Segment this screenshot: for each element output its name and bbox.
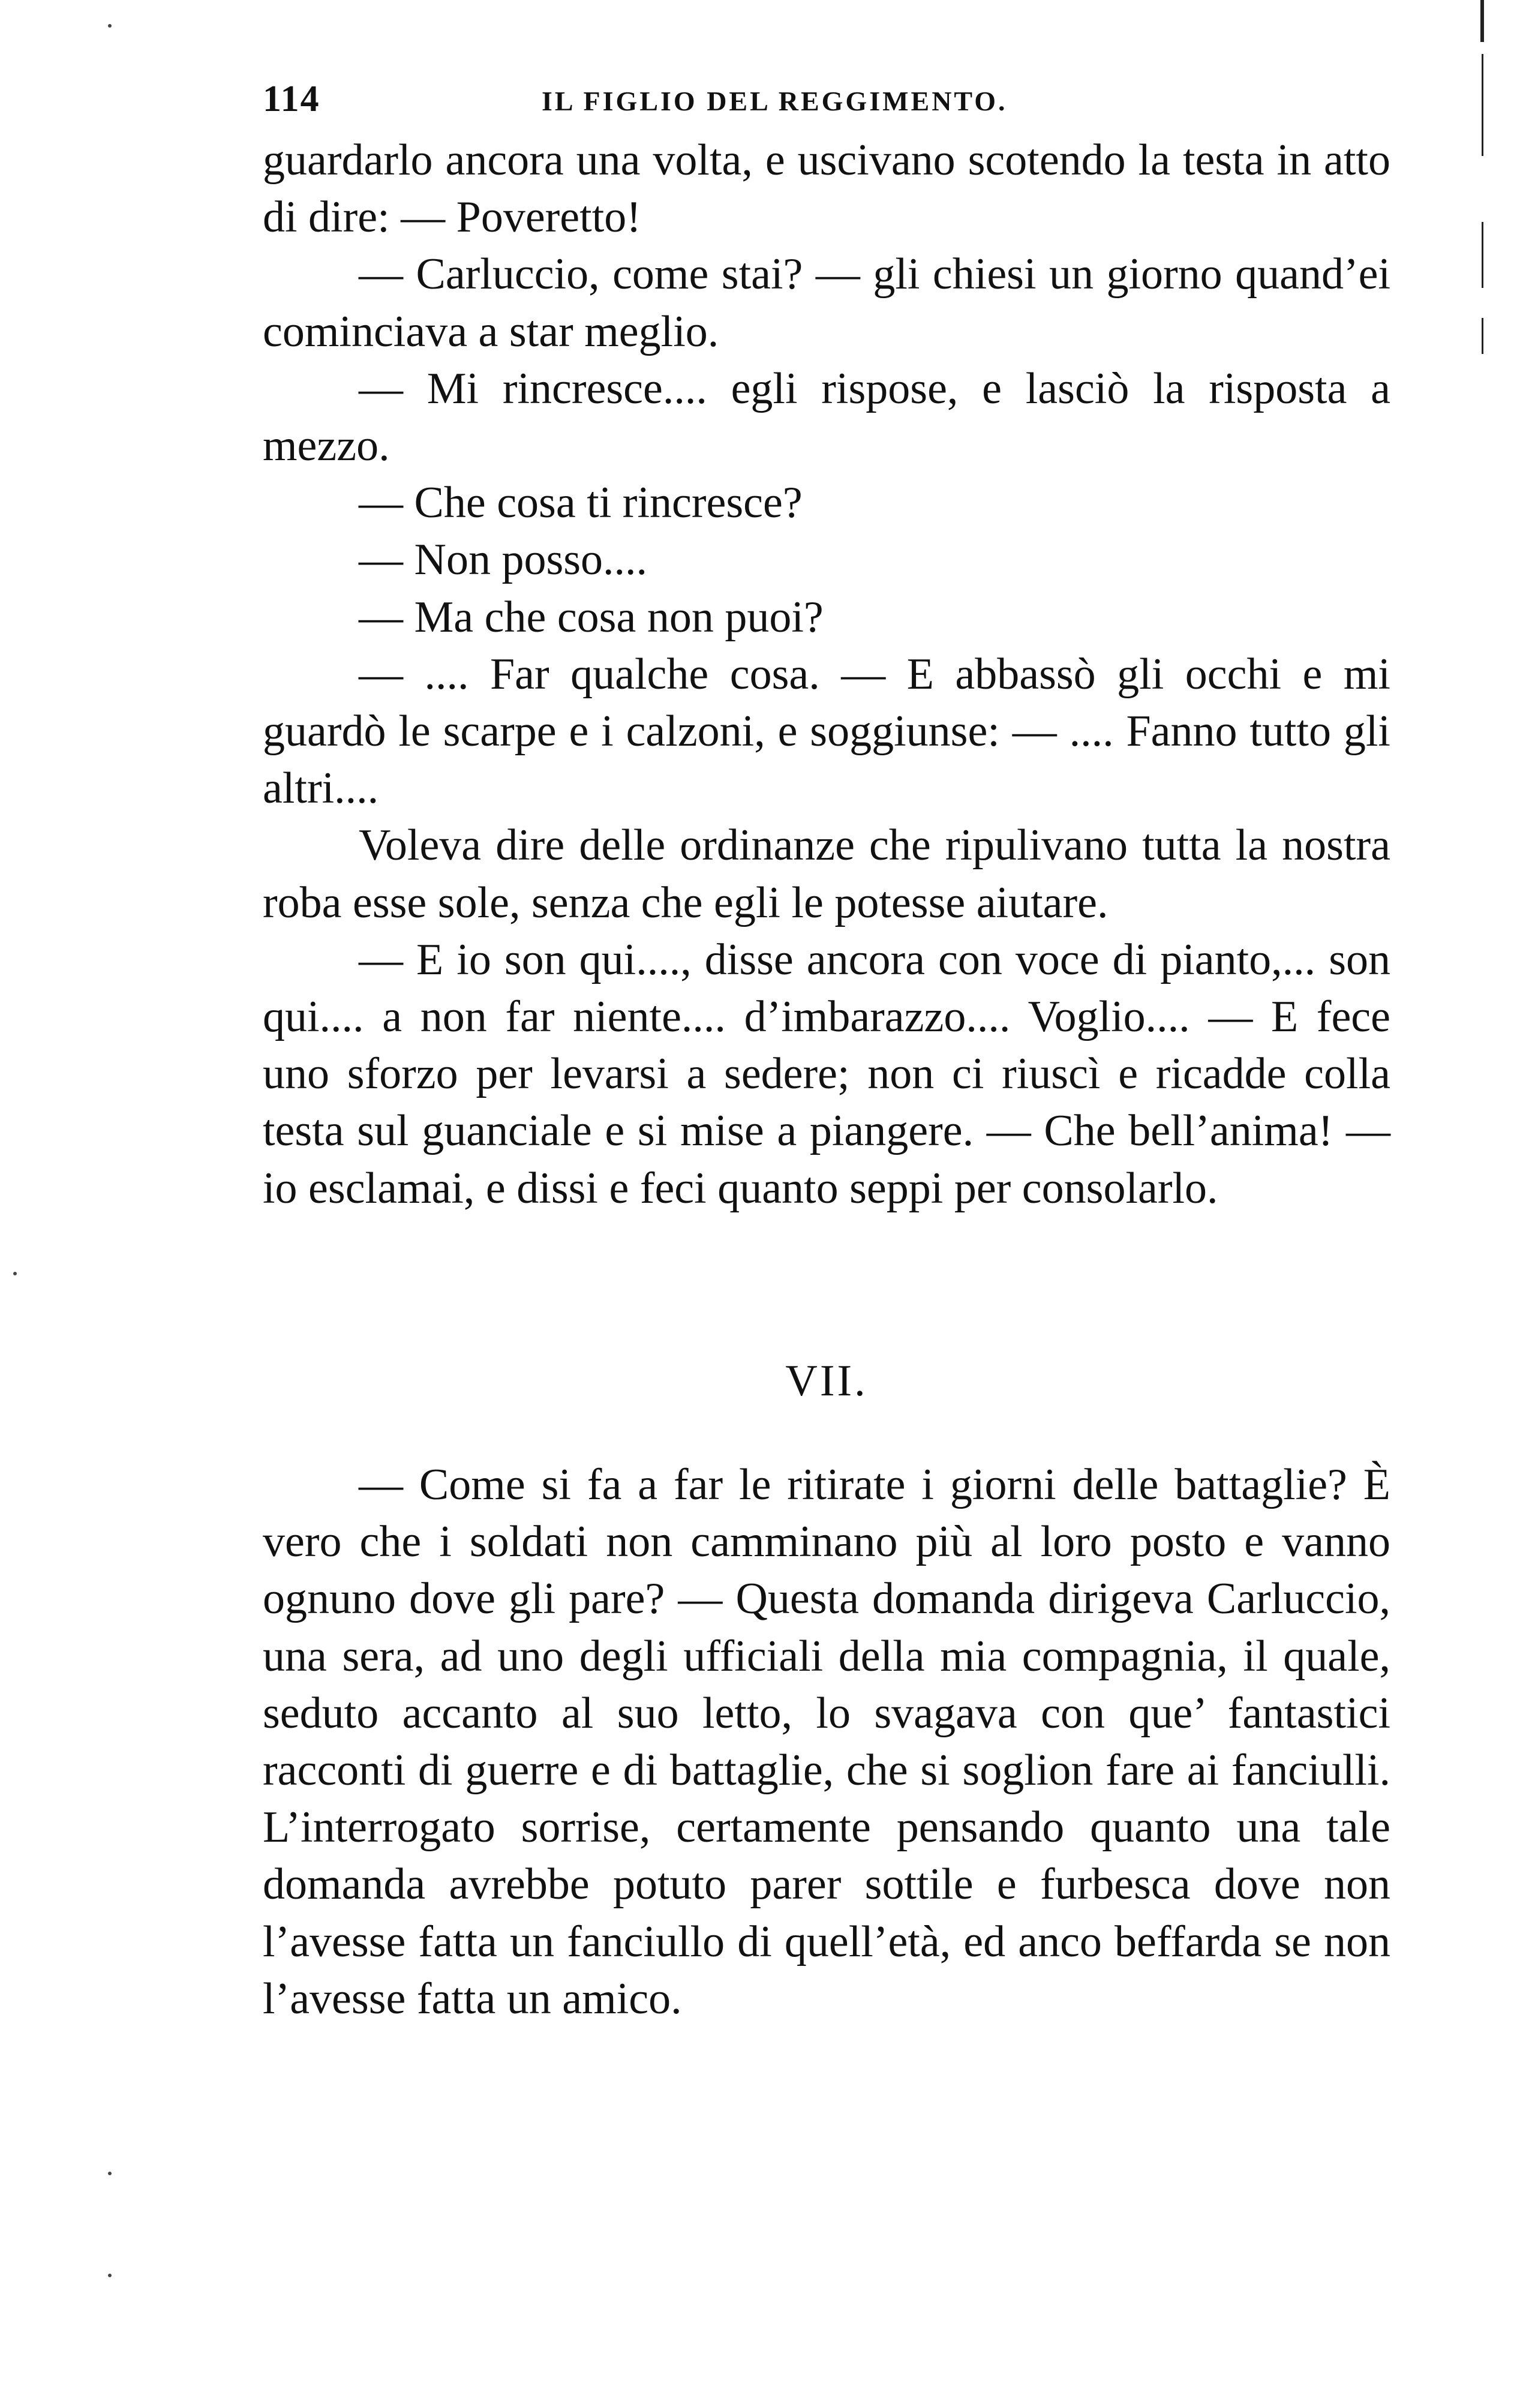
paragraph: Voleva dire delle ordinanze che ripulivano tutta la nostra roba esse sole, senza che egli le potesse aiutare. <box>263 821 1390 927</box>
scan-speck <box>108 24 112 28</box>
scan-speck <box>108 2274 112 2277</box>
scan-edge-line <box>1482 318 1483 354</box>
paragraph: — Non posso.... <box>359 535 648 585</box>
page-number: 114 <box>263 79 320 119</box>
paragraph: — Carluccio, come stai? — gli chiesi un giorno quand’ei cominciava a star meglio. <box>263 250 1390 356</box>
paragraph: guardarlo ancora una volta, e uscivano scotendo la testa in atto di dire: — Poveretto! <box>263 136 1390 242</box>
body-text-top <box>263 132 1390 1217</box>
paragraph: — Che cosa ti rincresce? <box>359 478 803 528</box>
page-header <box>263 78 1390 126</box>
scan-edge-line <box>1480 0 1484 42</box>
paragraph: — .... Far qualche cosa. — E abbassò gli occhi e mi guardò le scarpe e i calzoni, e soggiunse: — .... Fanno tutto gli altri.... <box>263 649 1390 813</box>
paragraph: — Ma che cosa non puoi? <box>359 592 824 642</box>
running-title: IL FIGLIO DEL REGGIMENTO. <box>542 86 1008 116</box>
scan-speck <box>108 2172 112 2175</box>
paragraph: — E io son qui...., disse ancora con voce di pianto,... son qui.... a non far niente.... d’imbarazzo.... Voglio.... — E fece uno sforzo per levarsi a sedere; non ci riuscì e ricadde colla testa sul guanciale e si mise a piangere. — Che bell’anima! — io esclamai, e dissi e feci quanto seppi per consolarlo. <box>263 935 1390 1213</box>
body-text-bottom <box>263 1457 1390 2028</box>
paragraph: — Mi rincresce.... egli rispose, e lasciò la risposta a mezzo. <box>263 364 1390 471</box>
scan-edge-line <box>1482 222 1483 288</box>
section-number: VII. <box>785 1356 868 1406</box>
paragraph: — Come si fa a far le ritirate i giorni delle battaglie? È vero che i soldati non camminano più al loro posto e vanno ognuno dove gli pare? — Questa domanda dirigeva Carluccio, una sera, ad uno degli ufficiali della mia compagnia, il quale, seduto accanto al suo letto, lo svagava con que’ fantastici racconti di guerre e di battaglie, che si soglion fare ai fanciulli. L’interrogato sorrise, certamente pensando quanto una tale domanda avrebbe potuto parer sottile e furbesca dove non l’avesse fatta un fanciullo di quell’età, ed anco beffarda se non l’avesse fatta un amico. <box>263 1460 1390 2023</box>
scan-edge-line <box>1482 54 1483 156</box>
scan-speck <box>13 1272 17 1275</box>
